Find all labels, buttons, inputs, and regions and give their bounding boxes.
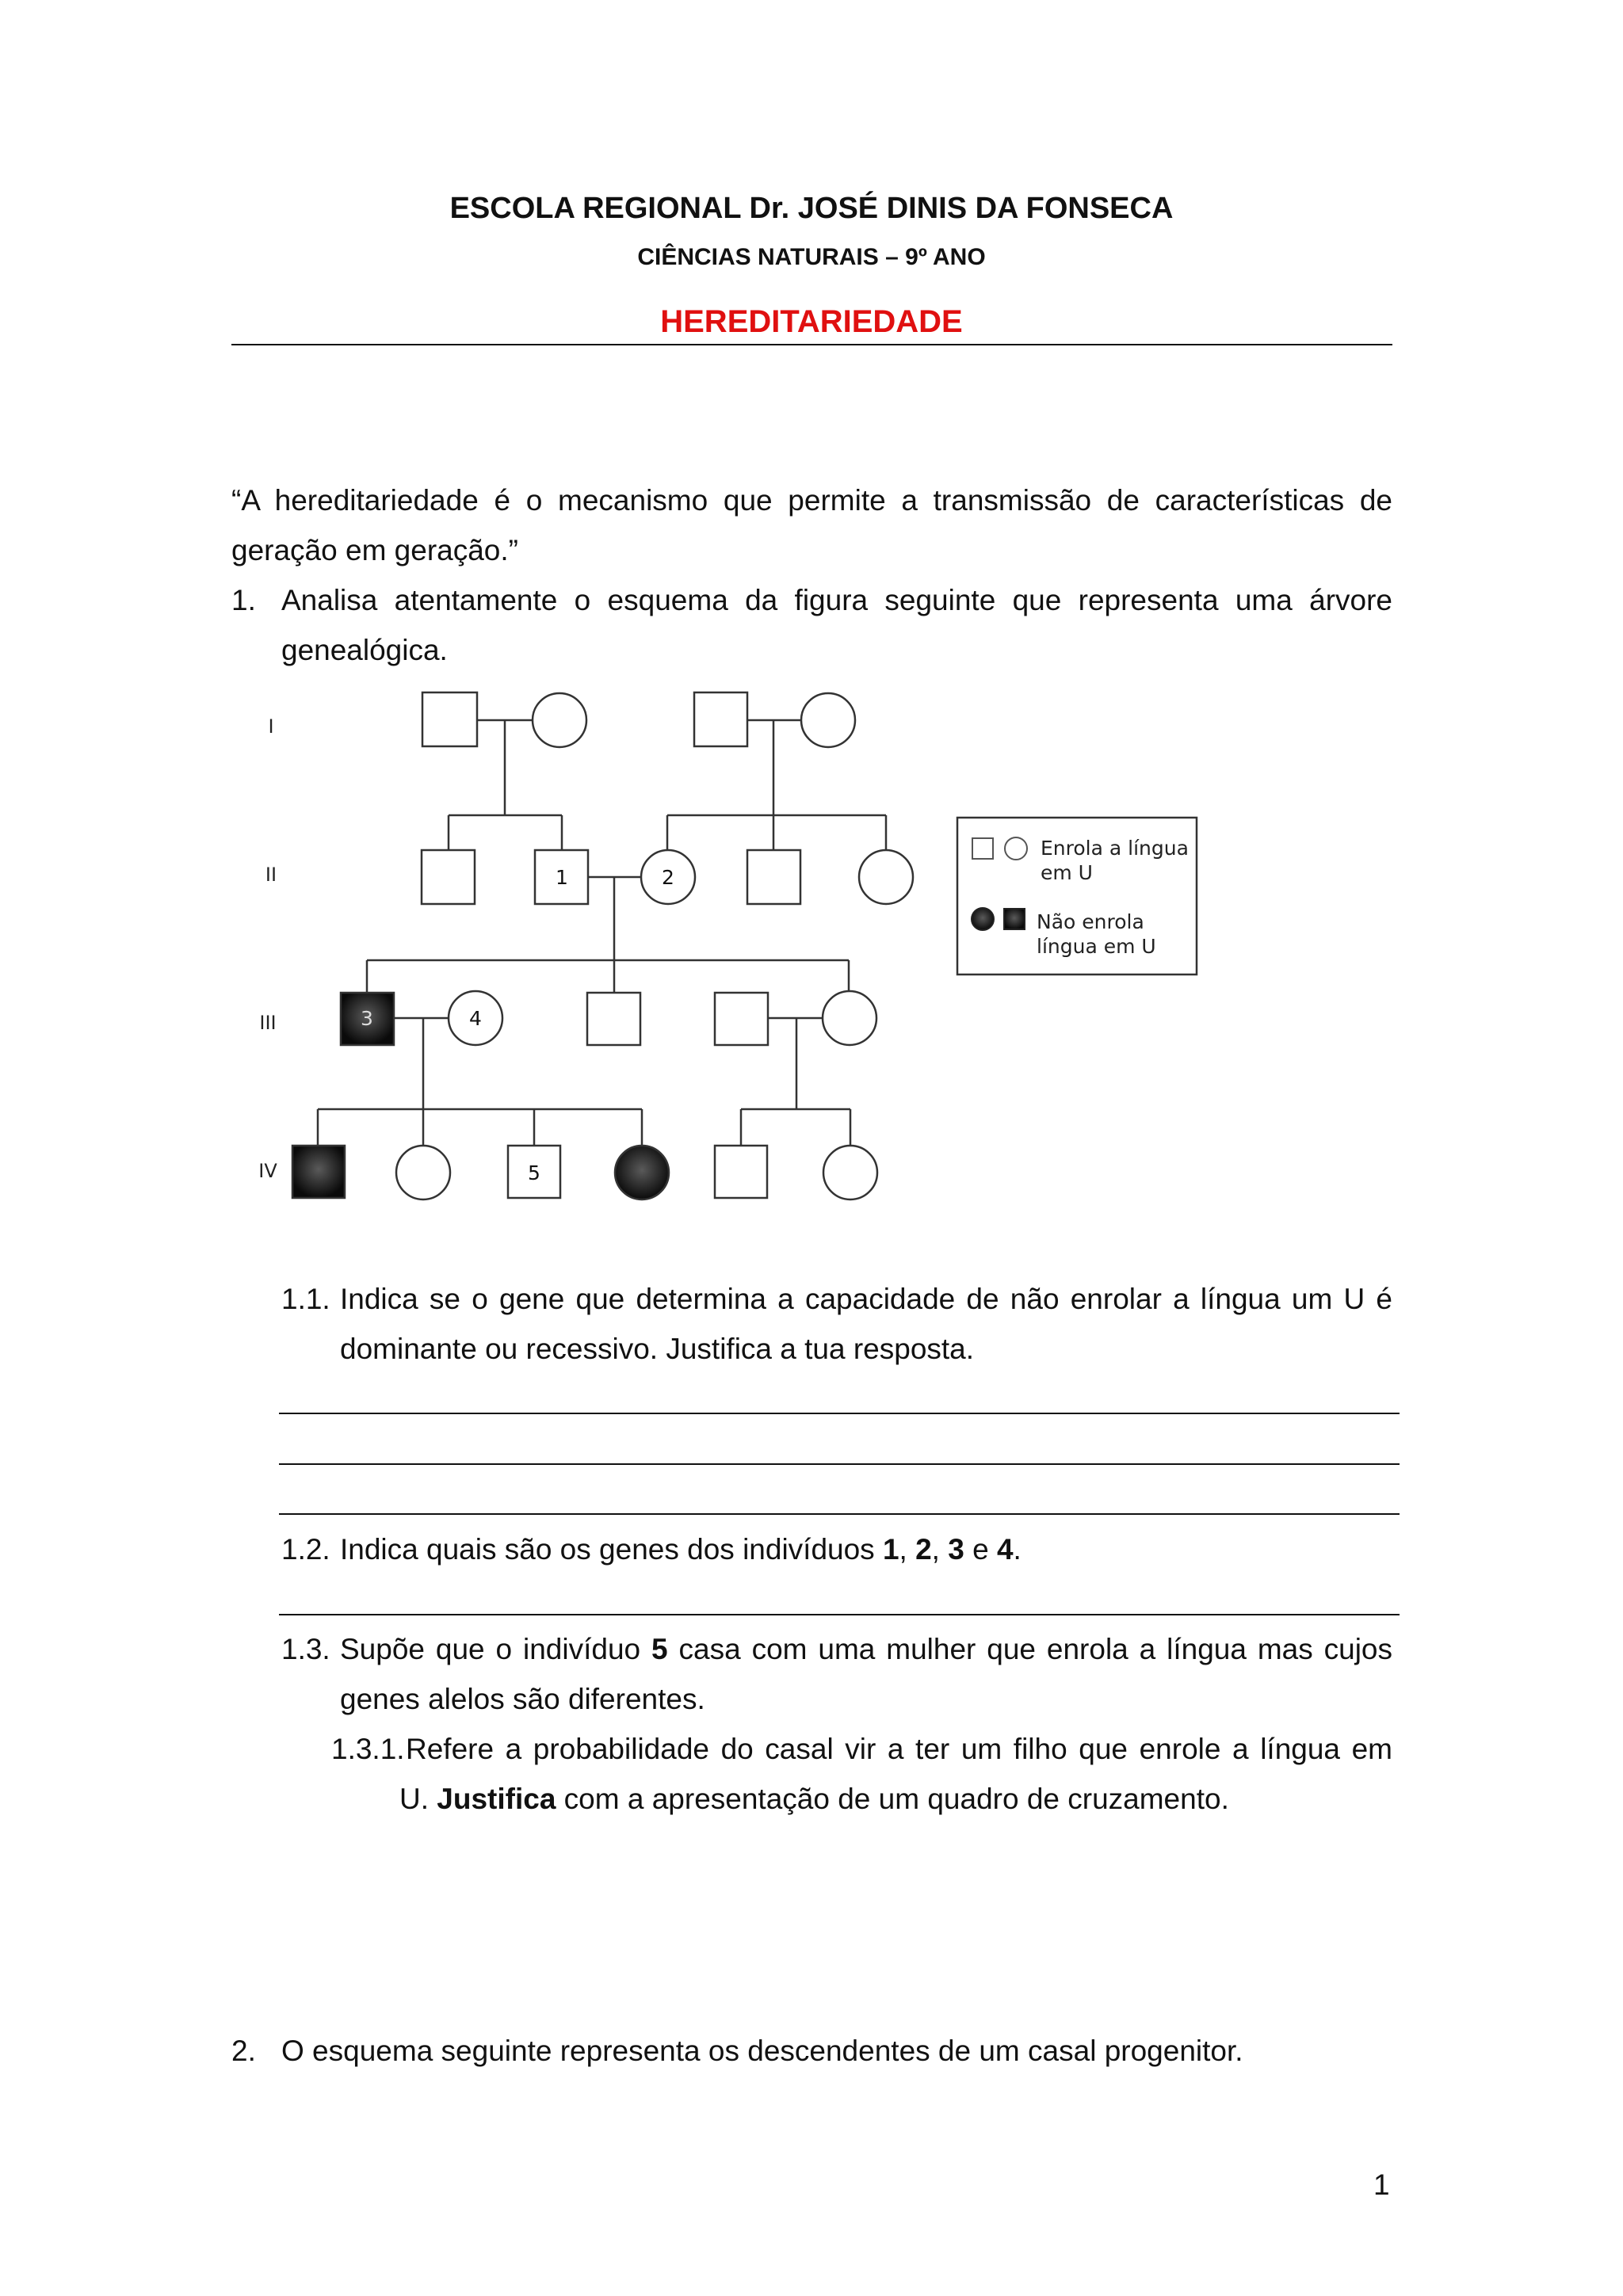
label-individual-5: 5: [528, 1161, 540, 1184]
subject-line: CIÊNCIAS NATURAIS – 9º ANO: [637, 244, 986, 270]
legend-text-4: língua em U: [1037, 935, 1156, 958]
answer-line-1[interactable]: [279, 1413, 1400, 1414]
gen-iv-female-a: [396, 1146, 450, 1199]
q1-number: 1.: [231, 584, 256, 616]
q13-line-1: [340, 1624, 1392, 1674]
legend-circle-unaffected-icon: [1005, 837, 1027, 860]
q12-sep-2: ,: [931, 1533, 949, 1566]
q1-line-1: Analisa atentamente o esquema da figura seguinte que representa uma árvore: [281, 584, 1392, 616]
gen-i-female-left: [533, 693, 586, 747]
q11-line-1: Indica se o gene que determina a capacidade de não enrolar a língua um U é: [340, 1283, 1392, 1315]
page-title: HEREDITARIEDADE: [660, 304, 963, 339]
q2-number: 2.: [231, 2035, 256, 2067]
q12-text: [340, 1524, 1022, 1574]
q11-number: 1.1.: [281, 1283, 330, 1315]
q11-line-2: dominante ou recessivo. Justifica a tua resposta.: [340, 1333, 975, 1365]
q12-end: .: [1013, 1533, 1022, 1566]
q12-bold-4: 4: [996, 1533, 1014, 1566]
q131-number: 1.3.1.: [331, 1733, 405, 1765]
answer-line-3[interactable]: [279, 1513, 1400, 1515]
q13-text-post: casa com uma mulher que enrola a língua mas cujos: [667, 1633, 1393, 1665]
q12-sep-1: ,: [899, 1533, 916, 1566]
q12-text-pre: Indica quais são os genes dos indivíduos: [340, 1533, 883, 1566]
answer-line-2[interactable]: [279, 1463, 1400, 1465]
pedigree-legend: [957, 818, 1197, 974]
q12-sep-3: e: [964, 1533, 997, 1566]
gen-ii-male-a: [422, 850, 475, 904]
legend-text-1: Enrola a língua: [1041, 837, 1189, 860]
q2-text: O esquema seguinte representa os descendentes de um casal progenitor.: [281, 2035, 1243, 2067]
school-name: ESCOLA REGIONAL Dr. JOSÉ DINIS DA FONSECA: [449, 192, 1174, 225]
q131-line-1: Refere a probabilidade do casal vir a ter um filho que enrole a língua em: [406, 1733, 1392, 1765]
gen-i-female-right: [801, 693, 855, 747]
q12-number: 1.2.: [281, 1533, 330, 1566]
gen-iv-female-affected: [615, 1146, 669, 1199]
q13-number: 1.3.: [281, 1633, 330, 1665]
label-individual-2: 2: [662, 866, 674, 889]
q12-bold-3: 3: [948, 1533, 964, 1566]
q12-bold-2: 2: [915, 1533, 932, 1566]
legend-text-2: em U: [1041, 861, 1093, 884]
gen-iii-male-b: [715, 993, 768, 1045]
gen-i-male-right: [694, 692, 747, 746]
label-individual-4: 4: [469, 1007, 482, 1030]
legend-circle-affected-icon: [972, 908, 994, 930]
label-individual-1: 1: [556, 866, 568, 889]
gen-iv-male-b: [715, 1146, 767, 1198]
gen-iii-male-a: [587, 993, 640, 1045]
page-number: 1: [1373, 2168, 1390, 2201]
q1-line-2: genealógica.: [281, 634, 448, 666]
intro-line-2: geração em geração.”: [231, 534, 518, 566]
answer-line-4[interactable]: [279, 1614, 1400, 1615]
q131-text-pre: U.: [399, 1783, 437, 1815]
legend-square-unaffected-icon: [972, 838, 993, 859]
gen-ii-female-b: [859, 850, 913, 904]
q13-bold: 5: [651, 1633, 668, 1665]
q12-bold-1: 1: [882, 1533, 899, 1566]
gen-iii-female-b: [823, 991, 876, 1045]
q131-line-2: [399, 1774, 1229, 1824]
intro-line-1: “A hereditariedade é o mecanismo que permite a transmissão de características de: [231, 484, 1392, 517]
gen-iv-male-affected: [292, 1146, 345, 1198]
legend-square-affected-icon: [1004, 909, 1025, 929]
legend-text-3: Não enrola: [1037, 910, 1144, 933]
label-individual-3: 3: [361, 1007, 373, 1030]
gen-iv-female-b: [823, 1146, 877, 1199]
generation-label-ii: II: [265, 864, 277, 886]
generation-label-i: I: [268, 715, 274, 738]
q13-text-pre: Supõe que o indivíduo: [340, 1633, 652, 1665]
q13-line-2: genes alelos são diferentes.: [340, 1683, 705, 1715]
gen-ii-male-b: [747, 850, 800, 904]
generation-label-iv: IV: [258, 1160, 277, 1182]
q131-text-post: com a apresentação de um quadro de cruzamento.: [556, 1783, 1229, 1815]
generation-label-iii: III: [259, 1012, 277, 1034]
gen-i-male-left: [422, 692, 477, 746]
q131-bold: Justifica: [437, 1783, 556, 1815]
